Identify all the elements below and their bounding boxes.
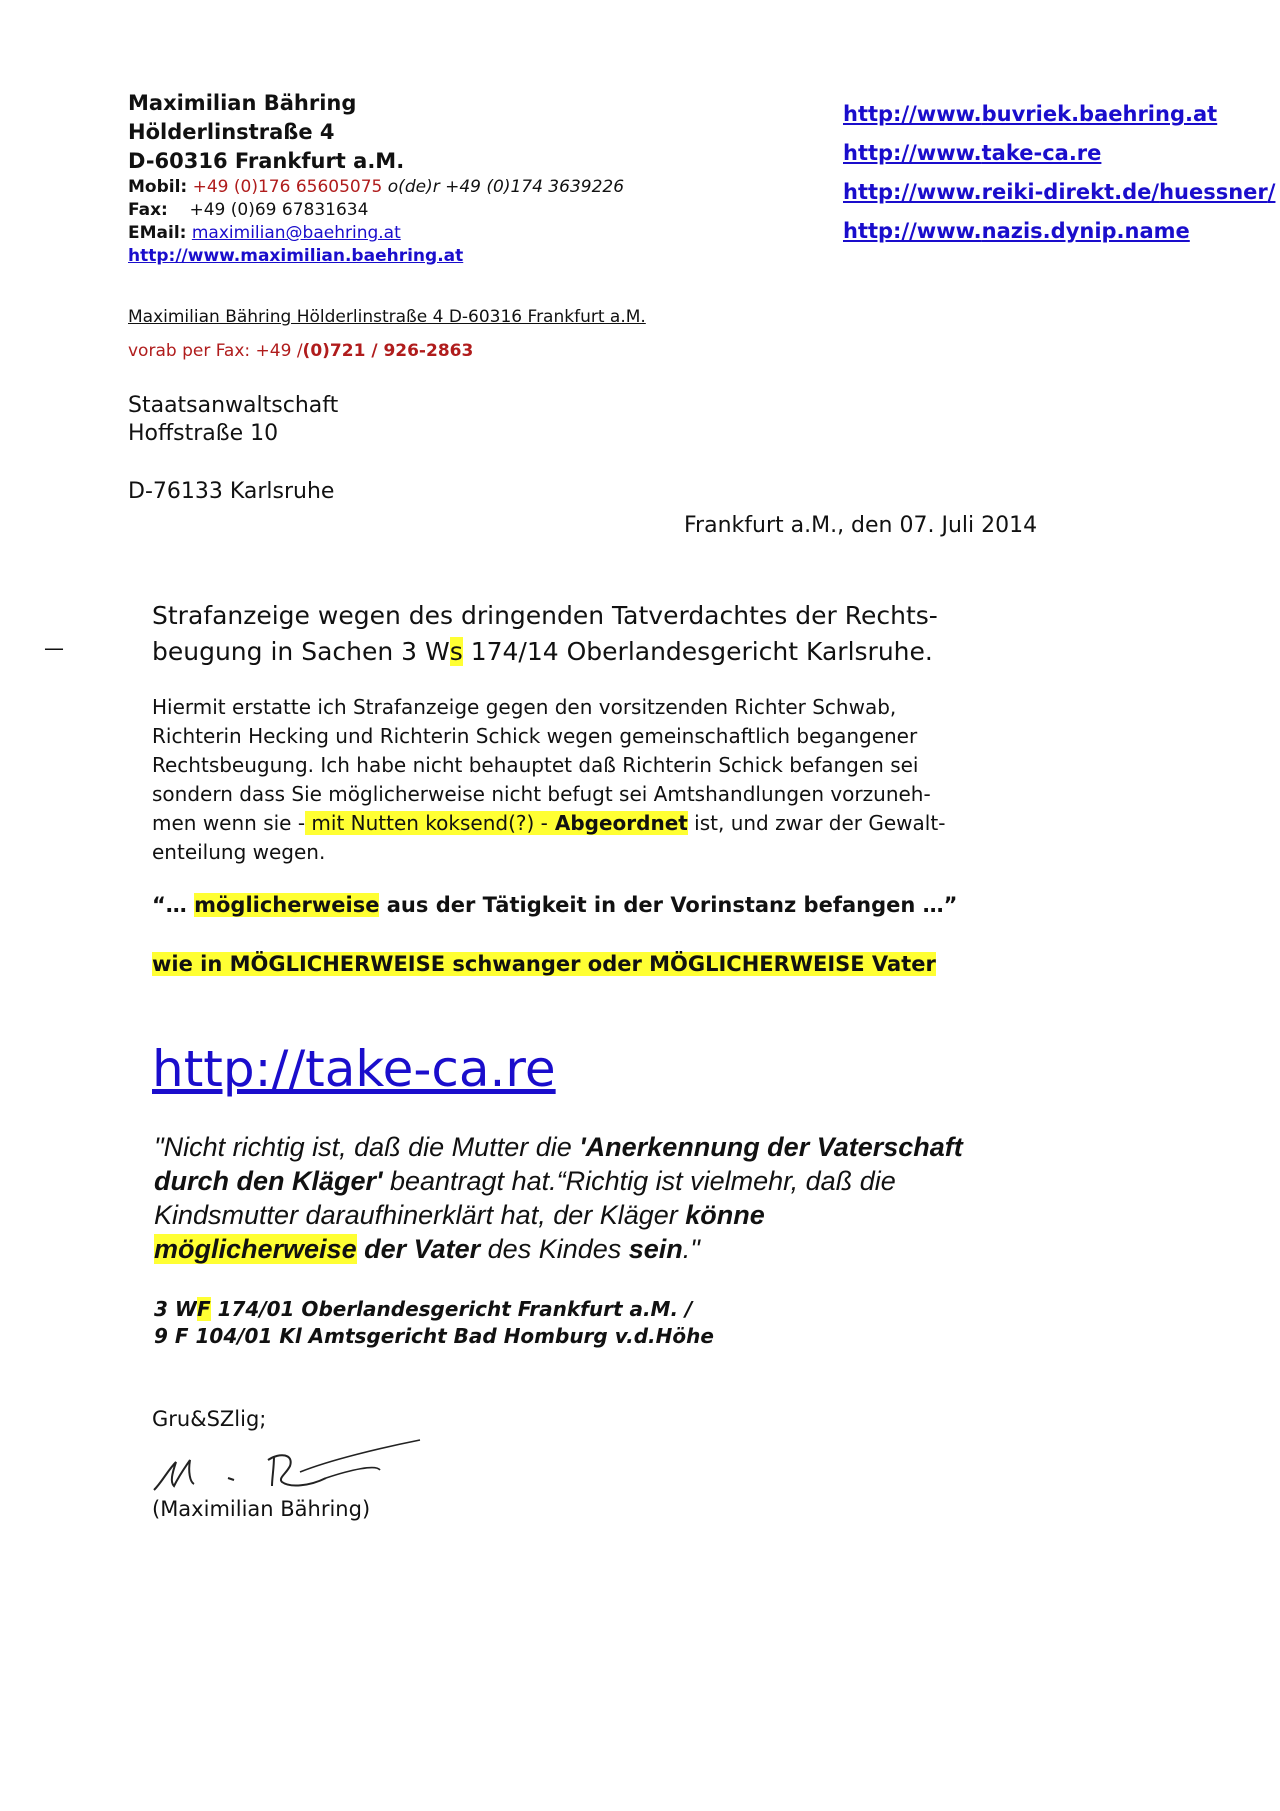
fax-label: Fax: <box>128 200 168 220</box>
sender-street: Hölderlinstraße 4 <box>128 120 335 144</box>
mobile-label: Mobil: <box>128 177 188 197</box>
court-reference <box>154 1296 714 1350</box>
citation: “… möglicherweise aus der Tätigkeit in der Vorinstanz befangen …” <box>152 893 958 917</box>
sender-name: Maximilian Bähring <box>128 91 357 115</box>
header-link-2[interactable]: http://www.take-ca.re <box>843 141 1102 165</box>
big-link[interactable]: http://take-ca.re <box>152 1040 556 1098</box>
date-line: Frankfurt a.M., den 07. Juli 2014 <box>684 513 1038 538</box>
quote-block: "Nicht richtig ist, daß die Mutter die 'Anerkennung der Vaterschaft durch den Kläger' beantragt hat.“Richtig ist vielmehr, daß die Kindsmutter daraufhinerklärt hat, der Kläger könne möglicherweise der Vater des Kindes sein." <box>154 1132 963 1264</box>
email-link[interactable]: maximilian@baehring.at <box>191 223 401 243</box>
subject <box>152 598 952 670</box>
sender-city: D-60316 Frankfurt a.M. <box>128 149 405 173</box>
signature-image <box>150 1430 430 1500</box>
recipient-line-1: Staatsanwaltschaft <box>128 393 339 418</box>
email-label: EMail: <box>128 223 187 243</box>
subject-line-2: beugung in Sachen 3 Ws 174/14 Oberlandesgericht Karlsruhe. <box>152 637 933 666</box>
return-address: Maximilian Bähring Hölderlinstraße 4 D-60316 Frankfurt a.M. <box>128 307 646 327</box>
body-paragraph: Hiermit erstatte ich Strafanzeige gegen den vorsitzenden Richter Schwab, Richterin Hecking und Richterin Schick wegen gemeinschaftlich begangener Rechtsbeugung. Ich habe nicht behauptet daß Richterin Schick befangen sei sondern dass Sie möglicherweise nicht befugt sei Amtshandlungen vorzuneh-men wenn sie - mit Nutten koksend(?) - Abgeordnet ist, und zwar der Gewalt-enteilung wegen. <box>152 695 946 864</box>
website-link[interactable]: http://www.maximilian.baehring.at <box>128 246 464 266</box>
sender-email <box>128 223 401 243</box>
sender-fax <box>128 200 368 220</box>
fax-notice-prefix: vorab per Fax: +49 / <box>128 341 303 361</box>
fax-number: +49 (0)69 67831634 <box>189 200 369 220</box>
mobile-number-1: +49 (0)176 65605075 <box>192 177 383 197</box>
fax-notice <box>128 341 473 361</box>
reference-line-1: 3 WF 174/01 Oberlandesgericht Frankfurt a.M. / <box>154 1297 693 1321</box>
sender-mobile <box>128 177 624 197</box>
recipient-line-3: D-76133 Karlsruhe <box>128 479 335 504</box>
header-link-3[interactable]: http://www.reiki-direkt.de/huessner/ <box>843 180 1276 204</box>
fax-notice-number: (0)721 / 926-2863 <box>302 341 474 361</box>
signature-name: (Maximilian Bähring) <box>152 1497 371 1521</box>
mobile-or: o(de)r <box>387 177 440 197</box>
sender-website <box>128 246 463 266</box>
margin-mark: — <box>44 636 64 660</box>
header-link-1[interactable]: http://www.buvriek.baehring.at <box>843 102 1218 126</box>
header-link-4[interactable]: http://www.nazis.dynip.name <box>843 219 1190 243</box>
mobile-number-2: +49 (0)174 3639226 <box>445 177 625 197</box>
recipient-line-2: Hoffstraße 10 <box>128 421 279 446</box>
closing: Gru&SZlig; <box>152 1407 267 1431</box>
reference-line-2: 9 F 104/01 Kl Amtsgericht Bad Homburg v.d.Höhe <box>154 1324 714 1348</box>
comparison-line: wie in MÖGLICHERWEISE schwanger oder MÖGLICHERWEISE Vater <box>152 952 936 976</box>
subject-line-1: Strafanzeige wegen des dringenden Tatverdachtes der Rechts- <box>152 601 938 630</box>
